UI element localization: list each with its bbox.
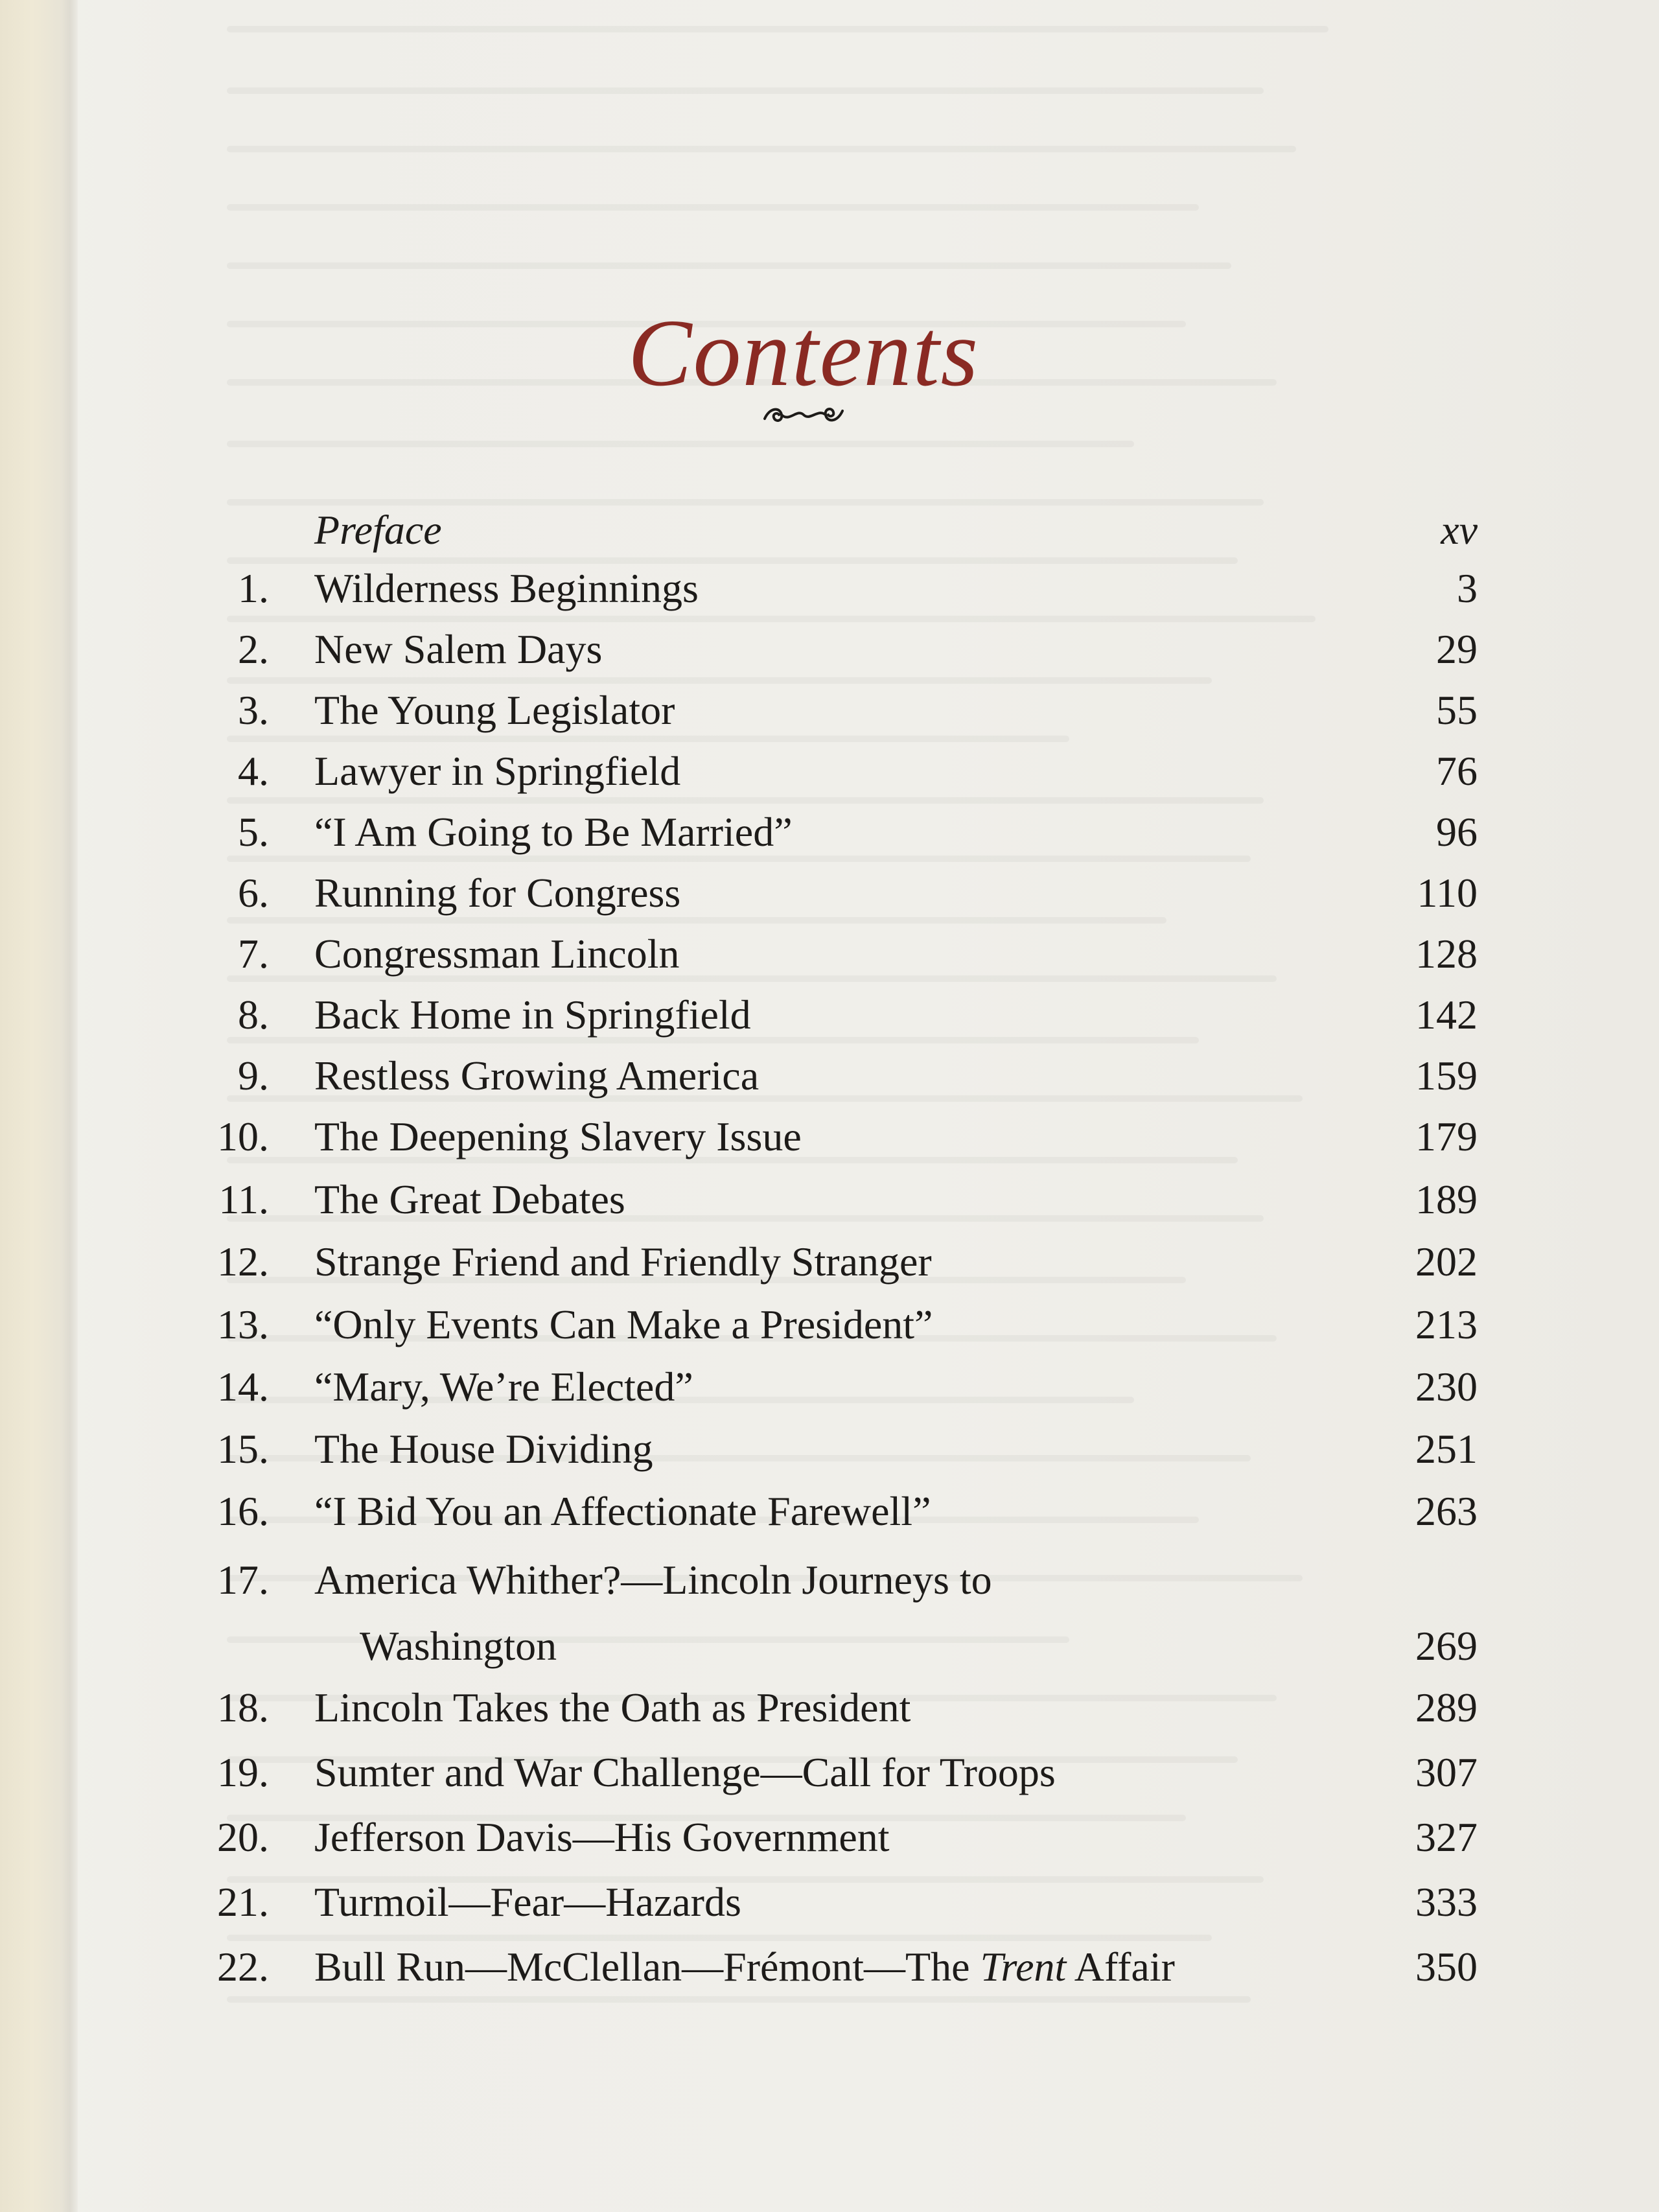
toc-entry — [0, 1358, 1659, 1416]
chapter-number: 7. — [238, 931, 269, 977]
chapter-title: Turmoil—Fear—Hazards — [314, 1879, 741, 1925]
chapter-page: 110 — [1417, 870, 1478, 916]
toc-entry — [0, 1873, 1659, 1931]
chapter-title: Strange Friend and Friendly Stranger — [314, 1239, 932, 1285]
chapter-page: 230 — [1415, 1364, 1478, 1410]
toc-entry-continuation — [0, 1617, 1659, 1675]
chapter-number: 13. — [217, 1301, 269, 1347]
toc-entry — [0, 1482, 1659, 1541]
chapter-page: 307 — [1415, 1749, 1478, 1795]
chapter-title: The Young Legislator — [314, 687, 675, 733]
chapter-title: Jefferson Davis—His Government — [314, 1814, 890, 1860]
chapter-page: 189 — [1415, 1176, 1478, 1222]
toc-entry — [0, 1296, 1659, 1354]
chapter-page: 76 — [1436, 748, 1478, 794]
chapter-page: 350 — [1415, 1944, 1478, 1990]
chapter-title: Restless Growing America — [314, 1053, 760, 1099]
chapter-number: 5. — [238, 809, 269, 855]
toc-entry — [0, 1233, 1659, 1291]
chapter-number: 6. — [238, 870, 269, 916]
toc-entry — [0, 1170, 1659, 1229]
toc-entry — [0, 803, 1659, 861]
toc-entry — [0, 1808, 1659, 1867]
chapter-number: 2. — [238, 626, 269, 672]
chapter-title-part: Bull Run—McClellan—Frémont—The — [314, 1944, 980, 1990]
chapter-number: 8. — [238, 992, 269, 1038]
chapter-title: Running for Congress — [314, 870, 681, 916]
toc-entry — [0, 681, 1659, 739]
chapter-page: 333 — [1415, 1879, 1478, 1925]
chapter-number: 1. — [238, 565, 269, 611]
chapter-page: 269 — [1415, 1623, 1478, 1669]
chapter-title: Back Home in Springfield — [314, 992, 751, 1038]
chapter-title: “Mary, We’re Elected” — [314, 1364, 693, 1410]
chapter-number: 18. — [217, 1684, 269, 1730]
chapter-title-continued: Washington — [360, 1623, 557, 1669]
chapter-title — [314, 1938, 1175, 1996]
toc-entry — [0, 925, 1659, 983]
chapter-page: 251 — [1415, 1426, 1478, 1472]
chapter-title: New Salem Days — [314, 626, 603, 672]
chapter-title: America Whither?—Lincoln Journeys to — [314, 1557, 992, 1603]
page-title: Contents — [627, 300, 980, 406]
chapter-number: 4. — [238, 748, 269, 794]
chapter-page: 29 — [1436, 626, 1478, 672]
toc-entry-title: Preface — [314, 507, 442, 553]
chapter-number: 15. — [217, 1426, 269, 1472]
chapter-page: 263 — [1415, 1488, 1478, 1534]
chapter-page: 327 — [1415, 1814, 1478, 1860]
chapter-page: 128 — [1415, 931, 1478, 977]
chapter-title: “Only Events Can Make a President” — [314, 1301, 933, 1347]
chapter-page: 96 — [1436, 809, 1478, 855]
chapter-title: Wilderness Beginnings — [314, 565, 699, 611]
chapter-title-italic: Trent — [980, 1944, 1067, 1990]
chapter-title: Lincoln Takes the Oath as President — [314, 1684, 911, 1730]
toc-entry — [0, 1551, 1659, 1609]
chapter-number: 9. — [238, 1053, 269, 1099]
chapter-title: Sumter and War Challenge—Call for Troops — [314, 1749, 1056, 1795]
chapter-title: Lawyer in Springfield — [314, 748, 681, 794]
chapter-number: 16. — [217, 1488, 269, 1534]
chapter-number: 14. — [217, 1364, 269, 1410]
chapter-number: 17. — [217, 1557, 269, 1603]
chapter-page: 202 — [1415, 1239, 1478, 1285]
chapter-title: “I Bid You an Affectionate Farewell” — [314, 1488, 931, 1534]
chapter-title: The House Dividing — [314, 1426, 653, 1472]
chapter-page: 159 — [1415, 1053, 1478, 1099]
scroll-flourish-icon — [758, 401, 849, 429]
chapter-number: 11. — [218, 1176, 269, 1222]
chapter-title: “I Am Going to Be Married” — [314, 809, 793, 855]
toc-entry — [0, 1108, 1659, 1166]
toc-entry — [0, 559, 1659, 618]
chapter-page: 179 — [1415, 1113, 1478, 1159]
chapter-number: 3. — [238, 687, 269, 733]
chapter-title: Congressman Lincoln — [314, 931, 680, 977]
chapter-number: 10. — [217, 1113, 269, 1159]
toc-entry — [0, 1938, 1659, 1996]
chapter-title: The Great Debates — [314, 1176, 625, 1222]
chapter-number: 21. — [217, 1879, 269, 1925]
toc-entry — [0, 1047, 1659, 1105]
toc-entry — [0, 1420, 1659, 1478]
chapter-title-part: Affair — [1066, 1944, 1175, 1990]
toc-entry — [0, 1743, 1659, 1802]
chapter-page: 142 — [1415, 992, 1478, 1038]
chapter-page: 213 — [1415, 1301, 1478, 1347]
toc-entry — [0, 1679, 1659, 1737]
toc-entry-preface — [0, 501, 1659, 559]
chapter-page: 55 — [1436, 687, 1478, 733]
toc-entry — [0, 620, 1659, 679]
chapter-number: 19. — [217, 1749, 269, 1795]
chapter-page: 289 — [1415, 1684, 1478, 1730]
chapter-number: 20. — [217, 1814, 269, 1860]
toc-entry-page: xv — [1441, 507, 1478, 553]
toc-entry — [0, 742, 1659, 800]
toc-entry — [0, 986, 1659, 1044]
chapter-number: 12. — [217, 1239, 269, 1285]
chapter-title: The Deepening Slavery Issue — [314, 1113, 802, 1159]
chapter-page: 3 — [1457, 565, 1478, 611]
chapter-number: 22. — [217, 1944, 269, 1990]
toc-entry — [0, 864, 1659, 922]
